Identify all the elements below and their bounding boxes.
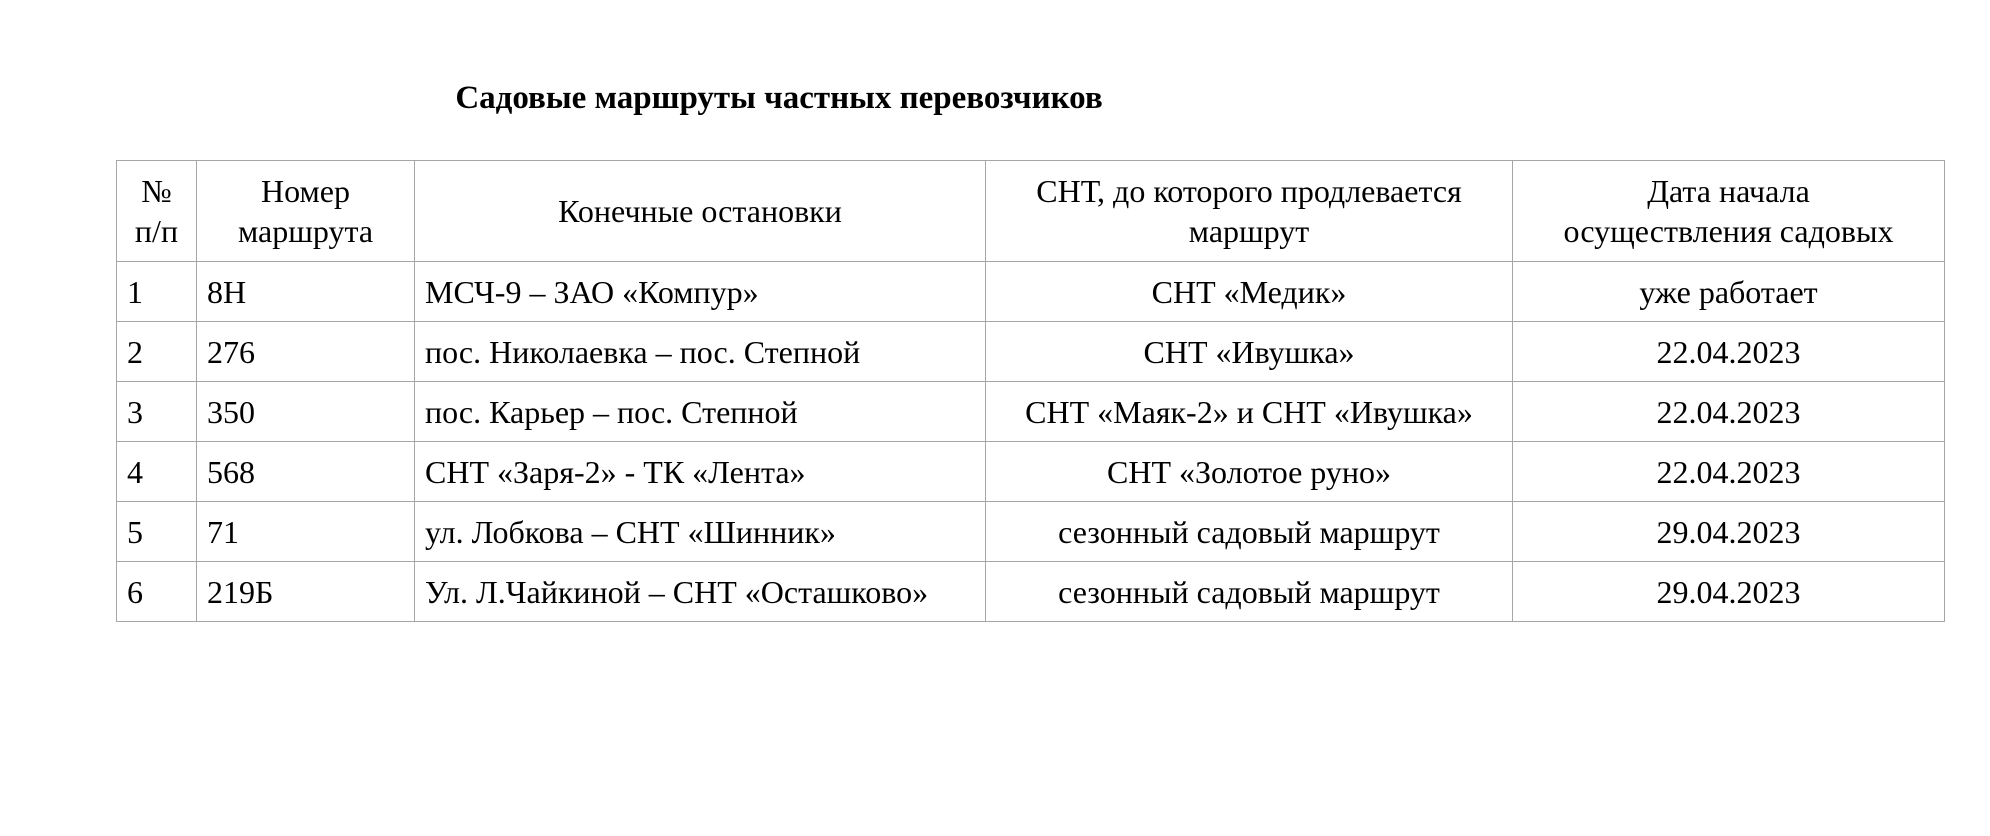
cell-stops: ул. Лобкова – СНТ «Шинник» <box>415 502 986 562</box>
cell-date: 22.04.2023 <box>1513 322 1945 382</box>
header-route-line2: маршрута <box>237 213 374 249</box>
cell-snt: СНТ «Маяк-2» и СНТ «Ивушка» <box>986 382 1513 442</box>
header-date-line2: осуществления садовых <box>1563 213 1894 249</box>
table-row <box>117 442 1945 502</box>
table-body <box>117 262 1945 622</box>
header-start-date <box>1513 161 1945 262</box>
cell-date: 22.04.2023 <box>1513 382 1945 442</box>
cell-date: 22.04.2023 <box>1513 442 1945 502</box>
header-snt-line2: маршрут <box>1188 213 1310 249</box>
cell-snt: СНТ «Ивушка» <box>986 322 1513 382</box>
header-number-line1: № <box>141 173 172 209</box>
header-stops-text: Конечные остановки <box>558 193 842 229</box>
cell-number: 5 <box>117 502 197 562</box>
header-row <box>117 161 1945 262</box>
cell-snt: сезонный садовый маршрут <box>986 502 1513 562</box>
header-route-line1: Номер <box>261 173 350 209</box>
header-terminal-stops <box>415 161 986 262</box>
cell-stops: Ул. Л.Чайкиной – СНТ «Осташково» <box>415 562 986 622</box>
cell-route: 350 <box>197 382 415 442</box>
table-header <box>117 161 1945 262</box>
cell-number: 2 <box>117 322 197 382</box>
cell-date: 29.04.2023 <box>1513 562 1945 622</box>
cell-stops: МСЧ-9 – ЗАО «Компур» <box>415 262 986 322</box>
cell-stops: СНТ «Заря-2» - ТК «Лента» <box>415 442 986 502</box>
header-snt-line1: СНТ, до которого продлевается <box>1036 173 1462 209</box>
cell-stops: пос. Карьер – пос. Степной <box>415 382 986 442</box>
header-snt <box>986 161 1513 262</box>
cell-snt: СНТ «Медик» <box>986 262 1513 322</box>
cell-snt: сезонный садовый маршрут <box>986 562 1513 622</box>
cell-stops: пос. Николаевка – пос. Степной <box>415 322 986 382</box>
document-title: Садовые маршруты частных перевозчиков <box>455 80 1103 116</box>
header-number <box>117 161 197 262</box>
cell-date: уже работает <box>1513 262 1945 322</box>
table-row <box>117 562 1945 622</box>
cell-number: 4 <box>117 442 197 502</box>
header-route-number <box>197 161 415 262</box>
cell-route: 71 <box>197 502 415 562</box>
cell-number: 3 <box>117 382 197 442</box>
table-row <box>117 502 1945 562</box>
cell-route: 276 <box>197 322 415 382</box>
cell-route: 219Б <box>197 562 415 622</box>
table-row <box>117 322 1945 382</box>
cell-snt: СНТ «Золотое руно» <box>986 442 1513 502</box>
routes-table <box>116 160 1945 622</box>
cell-number: 1 <box>117 262 197 322</box>
header-date-line1: Дата начала <box>1647 173 1810 209</box>
header-number-line2: п/п <box>134 213 179 249</box>
table-row <box>117 262 1945 322</box>
cell-number: 6 <box>117 562 197 622</box>
table-row <box>117 382 1945 442</box>
cell-route: 568 <box>197 442 415 502</box>
cell-route: 8Н <box>197 262 415 322</box>
cell-date: 29.04.2023 <box>1513 502 1945 562</box>
